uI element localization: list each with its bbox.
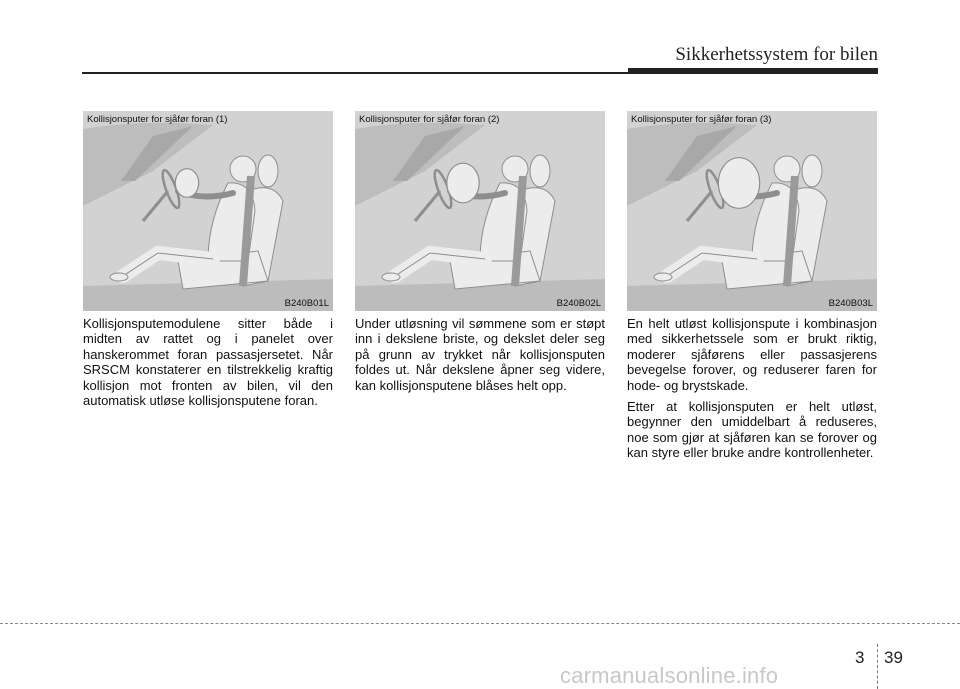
airbag xyxy=(447,163,479,203)
headrest xyxy=(258,155,278,187)
headrest xyxy=(530,155,550,187)
text-column-3 xyxy=(627,316,877,467)
paragraph: Under utløsning vil sømmene som er støpt inn i dekslene briste, og dekslet deler seg på grunn av trykket når kollisjonsputen foldes ut. Når dekslene åpner seg videre, kan kollisjonsputene blåses helt opp. xyxy=(355,316,605,393)
airbag-illustration-2 xyxy=(355,111,605,311)
headrest xyxy=(802,155,822,187)
footer-rule xyxy=(0,623,960,624)
chapter-number: 3 xyxy=(855,648,865,667)
figure-2 xyxy=(355,111,605,311)
driver-foot xyxy=(654,273,672,281)
figure-code-3: B240B03L xyxy=(828,298,873,309)
figure-1 xyxy=(83,111,333,311)
header-title: Sikkerhetssystem for bilen xyxy=(675,44,878,65)
paragraph: Kollisjonsputemodulene sitter både i midten av rattet og i panelet over hanskerommet foran passasjersetet. Når SRSCM konstaterer en tilstrekkelig kraftig kollisjon mot fronten av bilen, vil den automatisk utløse kollisjonsputene foran. xyxy=(83,316,333,409)
figure-caption-2: Kollisjonsputer for sjåfør foran (2) xyxy=(359,114,500,125)
figure-caption-1: Kollisjonsputer for sjåfør foran (1) xyxy=(87,114,228,125)
steering-column xyxy=(415,191,440,221)
driver-foot xyxy=(110,273,128,281)
footer-divider xyxy=(877,644,878,689)
driver-foot xyxy=(382,273,400,281)
figure-caption-3: Kollisjonsputer for sjåfør foran (3) xyxy=(631,114,772,125)
text-column-2 xyxy=(355,316,605,399)
airbag xyxy=(175,169,198,198)
page-number: 39 xyxy=(884,648,903,667)
watermark: carmanualsonline.info xyxy=(560,663,779,688)
figure-code-2: B240B02L xyxy=(556,298,601,309)
steering-column xyxy=(143,191,168,221)
airbag xyxy=(718,158,759,209)
header-rule-thick xyxy=(628,68,878,74)
figure-code-1: B240B01L xyxy=(284,298,329,309)
paragraph: En helt utløst kollisjonspute i kombinasjon med sikkerhetssele som er brukt riktig, moderer sjåførens eller passasjerens bevegelse forover, og reduserer faren for hode- og brystskade. xyxy=(627,316,877,393)
steering-column xyxy=(687,191,712,221)
airbag-illustration-3 xyxy=(627,111,877,311)
text-column-1 xyxy=(83,316,333,414)
paragraph: Etter at kollisjonsputen er helt utløst, begynner den umiddelbart å reduseres, noe som gjør at sjåføren kan se forover og kan styre eller bruke andre kontrollenheter. xyxy=(627,399,877,461)
figure-3 xyxy=(627,111,877,311)
airbag-illustration-1 xyxy=(83,111,333,311)
